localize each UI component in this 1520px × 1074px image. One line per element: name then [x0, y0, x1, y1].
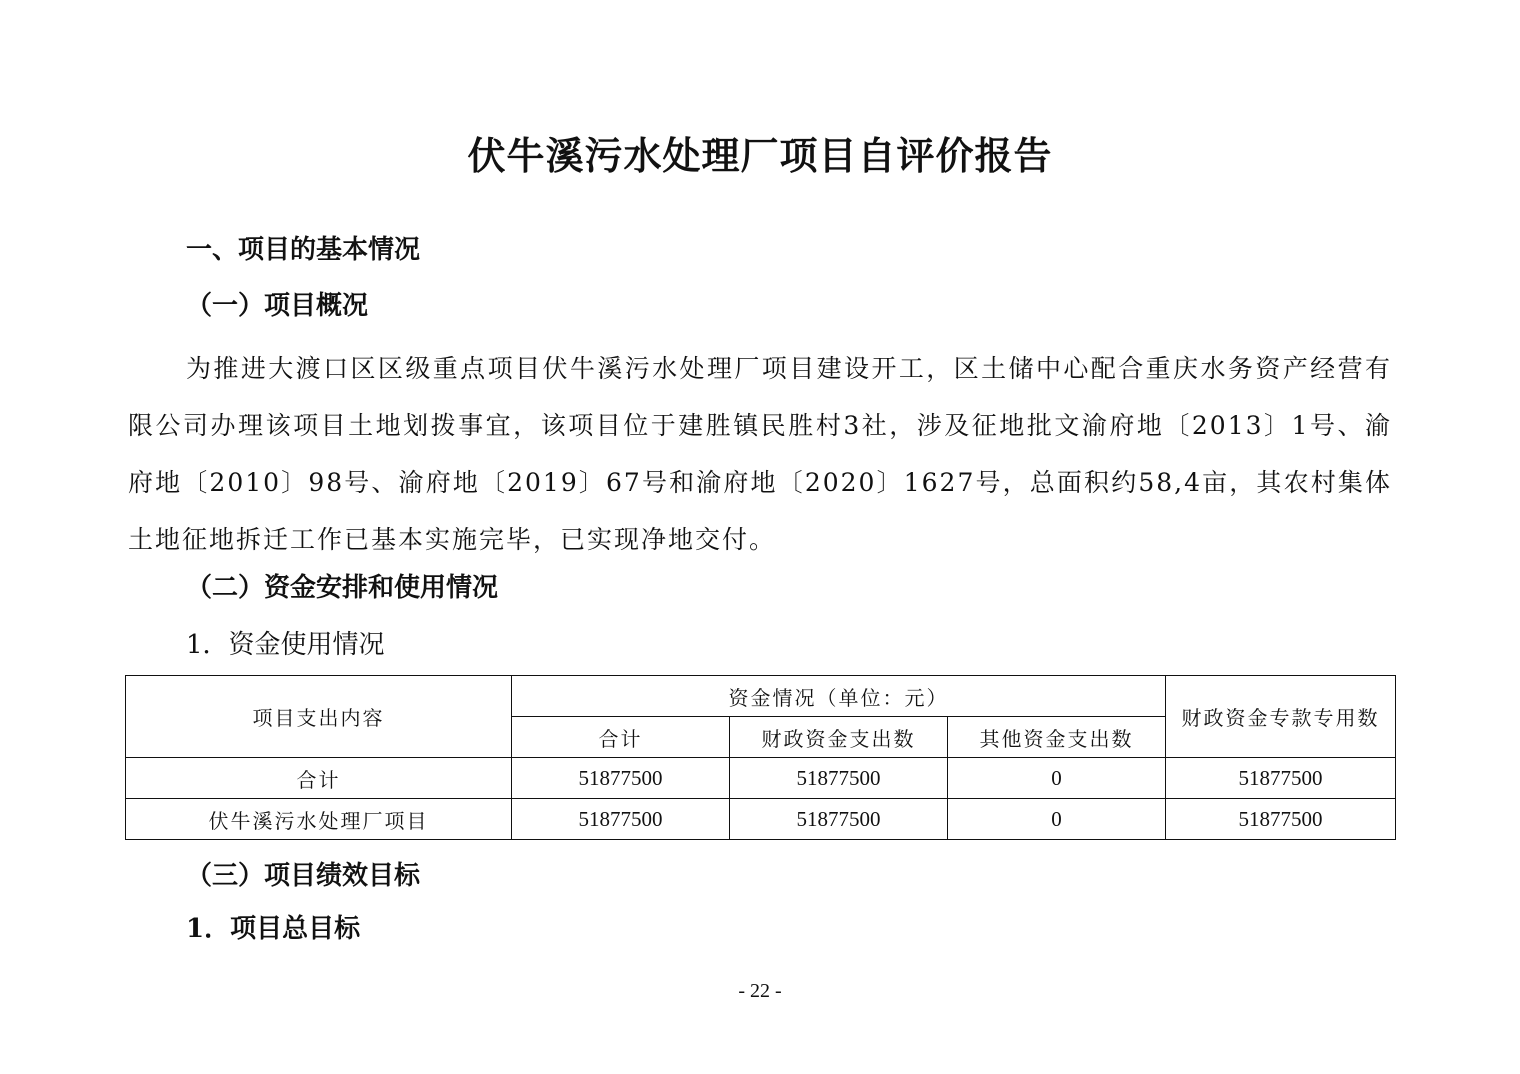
table-row	[126, 799, 1396, 840]
page-number: - 22 -	[738, 980, 782, 1002]
header-total: 合计	[512, 717, 730, 758]
header-other: 其他资金支出数	[948, 717, 1166, 758]
row-special: 51877500	[1166, 758, 1396, 799]
row-name: 伏牛溪污水处理厂项目	[126, 799, 512, 840]
row-other: 0	[948, 758, 1166, 799]
subsection-heading-funding: （二）资金安排和使用情况	[186, 573, 499, 603]
item-heading-fund-usage: 1．资金使用情况	[186, 630, 385, 660]
row-fiscal: 51877500	[730, 758, 948, 799]
subsection-heading-overview: （一）项目概况	[186, 291, 369, 321]
page-title: 伏牛溪污水处理厂项目自评价报告	[467, 133, 1053, 178]
row-total: 51877500	[512, 799, 730, 840]
subsection-heading-performance: （三）项目绩效目标	[186, 861, 421, 891]
table-header-row	[126, 676, 1396, 717]
overview-paragraph: 为推进大渡口区区级重点项目伏牛溪污水处理厂项目建设开工，区土储中心配合重庆水务资产经营有限公司办理该项目土地划拨事宜，该项目位于建胜镇民胜村3社，涉及征地批文渝府地〔2013〕1号、渝府地〔2010〕98号、渝府地〔2019〕67号和渝府地〔2020〕1627号，总面积约58,4亩，其农村集体土地征地拆迁工作已基本实施完毕，已实现净地交付。	[128, 354, 1392, 554]
row-other: 0	[948, 799, 1166, 840]
fund-usage-table	[125, 675, 1396, 840]
item-heading-overall-goal: 1．项目总目标	[186, 914, 361, 944]
row-name: 合计	[126, 758, 512, 799]
header-fund-group: 资金情况（单位：元）	[512, 676, 1166, 717]
table-row	[126, 758, 1396, 799]
row-total: 51877500	[512, 758, 730, 799]
header-fiscal: 财政资金支出数	[730, 717, 948, 758]
row-fiscal: 51877500	[730, 799, 948, 840]
row-special: 51877500	[1166, 799, 1396, 840]
header-item: 项目支出内容	[126, 676, 512, 758]
section-heading-basic-info: 一、项目的基本情况	[186, 235, 421, 265]
header-special: 财政资金专款专用数	[1166, 676, 1396, 758]
